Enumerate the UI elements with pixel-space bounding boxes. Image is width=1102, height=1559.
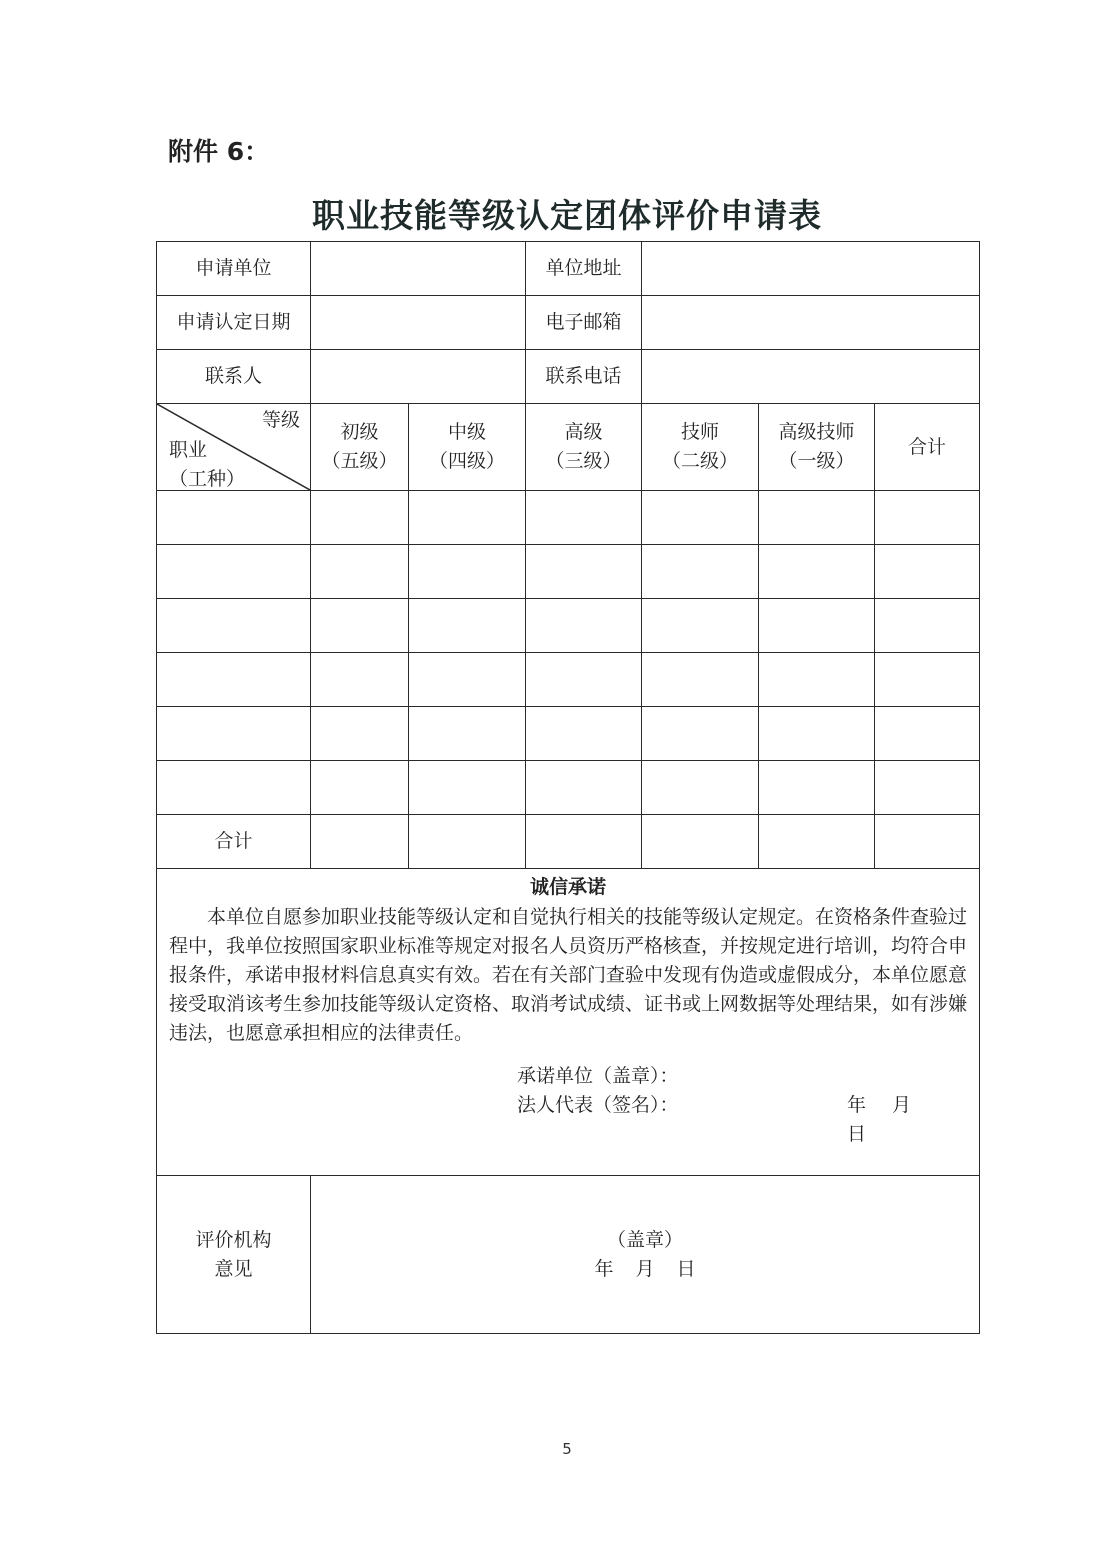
level-header-2 — [642, 404, 759, 491]
diagonal-header-cell — [157, 404, 311, 491]
unit-address-field[interactable] — [642, 242, 980, 296]
count-cell[interactable] — [311, 761, 409, 815]
level-grade: （四级） — [428, 450, 505, 472]
count-cell[interactable] — [642, 653, 759, 707]
level-header-3 — [526, 404, 642, 491]
level-grade: （二级） — [661, 450, 738, 472]
table-row — [157, 653, 980, 707]
table-row — [157, 599, 980, 653]
email-field[interactable] — [642, 296, 980, 350]
promise-signature-block — [169, 1048, 967, 1164]
level-name: 技师 — [680, 421, 719, 443]
sign-unit-label: 承诺单位（盖章）： — [517, 1065, 679, 1087]
sign-representative-label: 法人代表（签名）： — [517, 1094, 679, 1116]
count-cell[interactable] — [642, 545, 759, 599]
day-label: 日 — [847, 1123, 867, 1145]
label-application-date: 申请认定日期 — [157, 296, 311, 350]
grid-header-row — [157, 404, 980, 491]
count-cell[interactable] — [759, 707, 875, 761]
count-cell[interactable] — [526, 545, 642, 599]
row-total-cell[interactable] — [875, 599, 980, 653]
applicant-unit-field[interactable] — [311, 242, 526, 296]
application-form-table — [156, 241, 980, 1334]
opinion-label-cell — [157, 1176, 311, 1334]
integrity-promise-section — [157, 869, 980, 1176]
table-row — [157, 545, 980, 599]
level-total-cell[interactable] — [642, 815, 759, 869]
year-label: 年 — [594, 1258, 614, 1280]
month-label: 月 — [892, 1094, 912, 1116]
table-row — [157, 707, 980, 761]
level-total-cell[interactable] — [526, 815, 642, 869]
count-cell[interactable] — [759, 653, 875, 707]
contact-phone-field[interactable] — [642, 350, 980, 404]
day-label: 日 — [676, 1258, 696, 1280]
label-contact-person: 联系人 — [157, 350, 311, 404]
page-number: 5 — [562, 1440, 572, 1458]
attachment-label: 附件 6： — [168, 137, 270, 166]
promise-heading: 诚信承诺 — [530, 876, 607, 898]
count-cell[interactable] — [759, 491, 875, 545]
table-row — [157, 761, 980, 815]
level-name: 初级 — [340, 421, 379, 443]
count-cell[interactable] — [759, 599, 875, 653]
row-total-cell[interactable] — [875, 707, 980, 761]
occupation-cell[interactable] — [157, 707, 311, 761]
count-cell[interactable] — [642, 491, 759, 545]
count-cell[interactable] — [311, 545, 409, 599]
info-row — [157, 242, 980, 296]
row-total-cell[interactable] — [875, 761, 980, 815]
grand-total-cell[interactable] — [875, 815, 980, 869]
corner-occupation-line2: （工种） — [169, 468, 246, 490]
promise-row — [157, 869, 980, 1176]
contact-person-field[interactable] — [311, 350, 526, 404]
count-cell[interactable] — [526, 599, 642, 653]
seal-label: （盖章） — [607, 1229, 684, 1251]
count-cell[interactable] — [311, 653, 409, 707]
promise-body: 本单位自愿参加职业技能等级认定和自觉执行相关的技能等级认定规定。在资格条件查验过程中，我单位按照国家职业标准等规定对报名人员资历严格核查，并按规定进行培训，均符合申报条件，承诺申报材料信息真实有效。若在有关部门查验中发现有伪造或虚假成分，本单位愿意接受取消该考生参加技能等级认定资格、取消考试成绩、证书或上网数据等处理结果，如有涉嫌违法，也愿意承担相应的法律责任。 — [169, 906, 968, 1044]
count-cell[interactable] — [526, 761, 642, 815]
opinion-label-line1: 评价机构 — [195, 1228, 272, 1251]
count-cell[interactable] — [409, 545, 526, 599]
level-grade: （三级） — [545, 450, 622, 472]
info-row — [157, 350, 980, 404]
total-row-label: 合计 — [157, 815, 311, 869]
count-cell[interactable] — [409, 599, 526, 653]
month-label: 月 — [635, 1258, 655, 1280]
occupation-cell[interactable] — [157, 653, 311, 707]
count-cell[interactable] — [642, 599, 759, 653]
count-cell[interactable] — [409, 761, 526, 815]
level-header-4 — [409, 404, 526, 491]
total-column-header: 合计 — [875, 404, 980, 491]
label-unit-address: 单位地址 — [526, 242, 642, 296]
occupation-cell[interactable] — [157, 599, 311, 653]
row-total-cell[interactable] — [875, 653, 980, 707]
count-cell[interactable] — [311, 491, 409, 545]
level-header-5 — [311, 404, 409, 491]
level-grade: （一级） — [778, 450, 855, 472]
level-name: 高级 — [564, 421, 603, 443]
level-total-cell[interactable] — [409, 815, 526, 869]
occupation-cell[interactable] — [157, 545, 311, 599]
count-cell[interactable] — [311, 599, 409, 653]
count-cell[interactable] — [409, 491, 526, 545]
level-total-cell[interactable] — [759, 815, 875, 869]
year-label: 年 — [847, 1094, 867, 1116]
count-cell[interactable] — [759, 545, 875, 599]
opinion-label-line2: 意见 — [214, 1257, 253, 1280]
count-cell[interactable] — [642, 707, 759, 761]
opinion-date — [311, 1255, 979, 1284]
occupation-cell[interactable] — [157, 491, 311, 545]
corner-grade-label: 等级 — [261, 409, 300, 431]
label-applicant-unit: 申请单位 — [157, 242, 311, 296]
total-row — [157, 815, 980, 869]
label-email: 电子邮箱 — [526, 296, 642, 350]
info-row — [157, 296, 980, 350]
count-cell[interactable] — [409, 707, 526, 761]
corner-occupation-line1: 职业 — [169, 439, 208, 461]
level-header-1 — [759, 404, 875, 491]
form-title: 职业技能等级认定团体评价申请表 — [312, 196, 822, 235]
opinion-row — [157, 1176, 980, 1334]
row-total-cell[interactable] — [875, 491, 980, 545]
occupation-cell[interactable] — [157, 761, 311, 815]
count-cell[interactable] — [759, 761, 875, 815]
corner-occupation-label — [169, 436, 245, 494]
promise-date — [847, 1091, 967, 1149]
level-grade: （五级） — [321, 450, 398, 472]
count-cell[interactable] — [409, 653, 526, 707]
count-cell[interactable] — [526, 653, 642, 707]
label-contact-phone: 联系电话 — [526, 350, 642, 404]
level-name: 高级技师 — [778, 421, 855, 443]
count-cell[interactable] — [642, 761, 759, 815]
application-date-field[interactable] — [311, 296, 526, 350]
row-total-cell[interactable] — [875, 545, 980, 599]
count-cell[interactable] — [526, 491, 642, 545]
level-name: 中级 — [447, 421, 486, 443]
count-cell[interactable] — [526, 707, 642, 761]
level-total-cell[interactable] — [311, 815, 409, 869]
opinion-field[interactable] — [311, 1176, 980, 1334]
table-row — [157, 491, 980, 545]
count-cell[interactable] — [311, 707, 409, 761]
